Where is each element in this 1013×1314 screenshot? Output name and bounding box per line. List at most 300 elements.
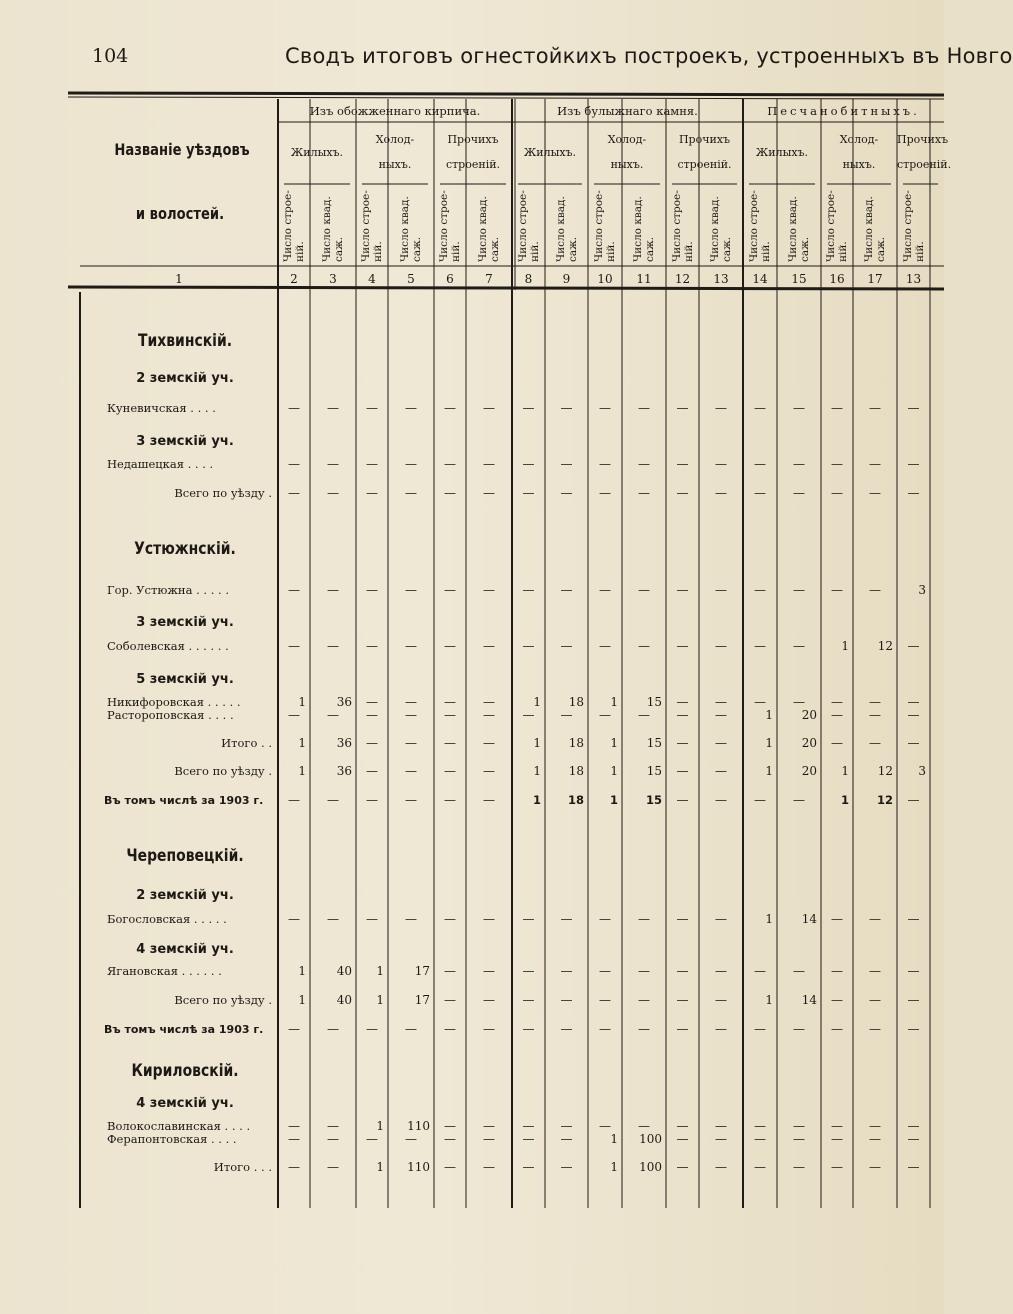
table-cell: — <box>676 764 689 778</box>
group-header: Изъ булыжнаго камня. <box>557 104 698 118</box>
table-cell: — <box>560 1132 573 1146</box>
top-rule-thin <box>68 97 944 99</box>
table-cell: — <box>522 583 535 597</box>
table-cell: — <box>907 708 920 722</box>
table-cell: 100 <box>639 1160 662 1174</box>
subheader-other: Прочихъ <box>678 133 731 146</box>
table-cell: — <box>366 736 378 750</box>
table-cell: — <box>715 401 727 415</box>
table-cell: — <box>483 639 495 653</box>
subheader-living: Жилыхъ. <box>523 146 577 159</box>
subheader-cold: Холод- <box>607 133 647 146</box>
table-cell: 1 <box>841 639 849 653</box>
table-cell: — <box>444 695 456 709</box>
column-label: Число квад. саж. <box>477 196 501 262</box>
table-cell: — <box>831 695 843 709</box>
total-label: Всего по уѣзду . <box>174 486 272 500</box>
table-cell: — <box>599 1022 611 1036</box>
table-cell: — <box>754 583 766 597</box>
table-cell: — <box>483 1160 495 1174</box>
table-cell: — <box>327 912 339 926</box>
table-cell: — <box>715 1119 727 1133</box>
table-cell: — <box>405 457 417 471</box>
table-cell: — <box>560 964 573 978</box>
volost-name: Соболевская . . . . . . <box>107 639 229 653</box>
table-cell: — <box>405 583 417 597</box>
table-cell: 12 <box>877 639 893 653</box>
table-cell: — <box>444 1119 456 1133</box>
table-cell: — <box>676 912 689 926</box>
column-label: Число строе-ній. <box>360 190 384 262</box>
table-cell: — <box>405 708 417 722</box>
table-cell: — <box>444 912 456 926</box>
table-cell: — <box>483 1022 495 1036</box>
table-cell: — <box>522 1119 535 1133</box>
table-cell: — <box>522 912 535 926</box>
table-cell: — <box>638 964 650 978</box>
table-cell: — <box>715 964 727 978</box>
table-cell: — <box>676 736 689 750</box>
table-cell: 20 <box>801 708 817 722</box>
table-cell: — <box>869 486 881 500</box>
table-cell: — <box>869 736 881 750</box>
volost-name: Недашецкая . . . . <box>107 457 214 471</box>
table-cell: 14 <box>801 912 817 926</box>
table-cell: — <box>638 1022 650 1036</box>
district-heading: 3 земскій уч. <box>136 434 234 449</box>
table-cell: — <box>676 639 689 653</box>
table-cell: — <box>483 401 495 415</box>
table-cell: — <box>444 964 456 978</box>
column-number: 2 <box>290 272 298 286</box>
table-cell: 1 <box>376 964 384 978</box>
table-cell: — <box>831 912 843 926</box>
column-label: Число квад. саж. <box>787 196 811 262</box>
group-header: Песчанобитныхъ. <box>767 104 920 118</box>
table-cell: 1 <box>610 736 618 750</box>
table-cell: — <box>676 1022 689 1036</box>
table-cell: 1 <box>532 793 541 807</box>
table-cell: — <box>560 993 573 1007</box>
column-number: 8 <box>524 272 533 286</box>
table-cell: — <box>327 401 339 415</box>
table-cell: 1 <box>841 764 849 778</box>
table-cell: — <box>638 993 650 1007</box>
table-cell: — <box>676 708 689 722</box>
table-cell: — <box>366 1132 378 1146</box>
table-cell: — <box>869 964 881 978</box>
column-number: 10 <box>597 272 613 286</box>
table-cell: — <box>715 764 727 778</box>
table-cell: — <box>793 583 805 597</box>
table-cell: — <box>405 695 417 709</box>
table-cell: — <box>405 912 417 926</box>
table-cell: — <box>793 1132 805 1146</box>
table-cell: 1 <box>765 993 773 1007</box>
table-cell: — <box>638 486 650 500</box>
table-cell: — <box>754 1119 766 1133</box>
column-label: Число строе-ній. <box>670 190 695 262</box>
table-cell: — <box>676 695 689 709</box>
column-number: 13 <box>713 272 729 286</box>
table-cell: — <box>599 401 611 415</box>
table-cell: — <box>831 1119 843 1133</box>
table-cell: — <box>288 793 300 807</box>
table-cell: — <box>907 1119 920 1133</box>
table-cell: 1 <box>298 993 306 1007</box>
table-cell: — <box>754 486 766 500</box>
table-cell: — <box>560 486 573 500</box>
table-cell: 1 <box>533 736 541 750</box>
table-cell: 1 <box>298 736 306 750</box>
table-cell: — <box>288 486 300 500</box>
table-cell: — <box>676 583 689 597</box>
table-cell: — <box>366 486 378 500</box>
table-cell: — <box>288 583 300 597</box>
table-cell: 1 <box>298 764 306 778</box>
subheader-cold: ныхъ. <box>610 158 644 171</box>
table-cell: 40 <box>336 993 352 1007</box>
table-cell: — <box>831 1132 843 1146</box>
table-cell: — <box>327 1119 339 1133</box>
table-cell: 1 <box>765 912 773 926</box>
table-cell: 12 <box>877 764 893 778</box>
table-cell: — <box>288 708 300 722</box>
table-cell: — <box>483 912 495 926</box>
table-cell: — <box>715 993 727 1007</box>
table-cell: — <box>907 457 920 471</box>
column-label: Число строе-ній. <box>516 190 541 262</box>
table-cell: 17 <box>414 964 430 978</box>
table-cell: — <box>483 695 495 709</box>
table-cell: — <box>793 457 805 471</box>
table-cell: 15 <box>646 736 662 750</box>
column-number: 6 <box>446 272 454 286</box>
table-cell: — <box>522 1132 535 1146</box>
table-cell: — <box>327 486 339 500</box>
table-cell: — <box>793 695 805 709</box>
including-label: Въ томъ числѣ за 1903 г. <box>104 1023 264 1036</box>
table-cell: — <box>288 1119 300 1133</box>
table-cell: — <box>793 964 805 978</box>
table-cell: — <box>327 1022 339 1036</box>
table-cell: — <box>715 1132 727 1146</box>
table-cell: — <box>831 1160 843 1174</box>
table-cell: — <box>288 912 300 926</box>
table-cell: 18 <box>568 695 584 709</box>
table-cell: — <box>676 1160 689 1174</box>
table-cell: — <box>483 583 495 597</box>
volost-name: Гор. Устюжна . . . . . <box>107 583 229 597</box>
table-cell: 36 <box>336 764 352 778</box>
table-cell: — <box>907 639 920 653</box>
county-heading: Устюжнскій. <box>134 539 236 559</box>
total-label: Всего по уѣзду . <box>174 764 272 778</box>
table-cell: — <box>599 639 611 653</box>
table-cell: — <box>715 695 727 709</box>
subheader-other: строеній. <box>445 158 501 171</box>
table-cell: 36 <box>336 695 352 709</box>
table-cell: — <box>715 457 727 471</box>
table-cell: 1 <box>376 1119 384 1133</box>
table-cell: — <box>444 1132 456 1146</box>
table-cell: — <box>366 457 378 471</box>
table-cell: — <box>327 457 339 471</box>
table-cell: — <box>676 457 689 471</box>
table-cell: — <box>522 993 535 1007</box>
table-cell: — <box>793 639 805 653</box>
table-cell: — <box>444 457 456 471</box>
table-cell: 1 <box>298 695 306 709</box>
table-cell: — <box>754 639 766 653</box>
table-cell: 36 <box>336 736 352 750</box>
table-cell: — <box>483 486 495 500</box>
total-label: Итого . . . <box>213 1160 272 1174</box>
table-cell: — <box>483 1132 495 1146</box>
table-cell: — <box>715 486 727 500</box>
table-cell: — <box>599 964 611 978</box>
table-cell: — <box>560 708 573 722</box>
table-cell: — <box>560 401 573 415</box>
page-title: Сводъ итоговъ огнестойкихъ построекъ, устроенныхъ въ Новго <box>285 44 1013 68</box>
table-cell: — <box>366 695 378 709</box>
subheader-cold: ныхъ. <box>378 158 412 171</box>
table-cell: — <box>676 964 689 978</box>
table-cell: — <box>907 736 920 750</box>
table-cell: — <box>560 912 573 926</box>
volost-name: Никифоровская . . . . . <box>107 695 241 709</box>
name-column-header: Названіе уѣздовъ <box>114 140 250 159</box>
table-cell: 1 <box>610 764 618 778</box>
table-cell: 12 <box>876 793 893 807</box>
column-number: 7 <box>485 272 493 286</box>
table-cell: — <box>599 993 611 1007</box>
table-cell: — <box>831 993 843 1007</box>
subheader-cold: Холод- <box>839 133 879 146</box>
table-cell: — <box>907 1132 920 1146</box>
table-cell: 18 <box>568 736 584 750</box>
table-cell: — <box>522 401 535 415</box>
table-cell: 1 <box>533 764 541 778</box>
table-cell: — <box>793 1022 805 1036</box>
table-cell: — <box>366 764 378 778</box>
table-cell: — <box>831 583 843 597</box>
column-label: Число квад. саж. <box>632 196 656 262</box>
table-cell: — <box>444 708 456 722</box>
table-cell: — <box>444 764 456 778</box>
table-cell: — <box>831 457 843 471</box>
table-cell: — <box>366 639 378 653</box>
table-cell: — <box>869 583 881 597</box>
table-cell: — <box>869 695 881 709</box>
table-cell: 1 <box>610 1132 618 1146</box>
table-cell: — <box>483 457 495 471</box>
table-cell: — <box>599 486 611 500</box>
table-cell: — <box>793 401 805 415</box>
table-cell: — <box>869 1160 881 1174</box>
table-cell: — <box>869 457 881 471</box>
table-cell: — <box>599 1119 611 1133</box>
table-cell: — <box>405 764 417 778</box>
column-label: Число строе-ній. <box>748 190 772 262</box>
volost-name: Растороповская . . . . <box>107 708 234 722</box>
column-number: 1 <box>175 272 183 286</box>
column-label: Число квад. саж. <box>863 196 887 262</box>
table-cell: — <box>754 457 766 471</box>
county-heading: Череповецкій. <box>126 846 244 866</box>
table-cell: 3 <box>918 764 926 778</box>
table-cell: — <box>907 793 920 807</box>
table-cell: — <box>793 1119 805 1133</box>
table-cell: 40 <box>336 964 352 978</box>
table-cell: — <box>869 1132 881 1146</box>
table-cell: — <box>405 736 417 750</box>
table-cell: — <box>638 401 650 415</box>
table-cell: — <box>327 583 339 597</box>
table-cell: — <box>483 1119 495 1133</box>
table-cell: — <box>754 793 766 807</box>
table-cell: — <box>638 639 650 653</box>
table-cell: — <box>366 708 378 722</box>
table-cell: — <box>522 639 535 653</box>
table-cell: — <box>366 1022 378 1036</box>
table-cell: — <box>638 708 650 722</box>
top-rule <box>68 93 944 95</box>
table-cell: — <box>444 1160 456 1174</box>
table-cell: — <box>599 708 611 722</box>
table-cell: — <box>754 1132 766 1146</box>
table-cell: — <box>327 708 339 722</box>
table-cell: — <box>831 736 843 750</box>
column-label: Число строе-ній. <box>438 190 462 262</box>
table-cell: — <box>715 736 727 750</box>
table-cell: — <box>638 583 650 597</box>
table-cell: — <box>405 793 417 807</box>
table-cell: 1 <box>840 793 849 807</box>
subheader-living: Жилыхъ. <box>755 146 809 159</box>
table-cell: — <box>522 708 535 722</box>
table-cell: — <box>560 583 573 597</box>
column-label: Число строе-ній. <box>282 190 306 262</box>
table-cell: 20 <box>801 764 817 778</box>
table-cell: 100 <box>639 1132 662 1146</box>
table-cell: — <box>522 964 535 978</box>
table-cell: — <box>907 912 920 926</box>
district-heading: 2 земскій уч. <box>136 888 234 903</box>
county-heading: Кириловскій. <box>131 1061 239 1081</box>
volost-name: Богословская . . . . . <box>107 912 227 926</box>
column-label: Число строе-ній. <box>901 190 926 262</box>
table-cell: — <box>483 736 495 750</box>
table-cell: — <box>405 401 417 415</box>
table-cell: 3 <box>918 583 926 597</box>
column-number: 17 <box>867 272 883 286</box>
table-cell: — <box>754 1022 766 1036</box>
table-cell: — <box>327 793 339 807</box>
column-number: 4 <box>368 272 376 286</box>
table-cell: 1 <box>610 1160 618 1174</box>
table-cell: — <box>793 793 805 807</box>
column-number: 12 <box>674 272 691 286</box>
table-cell: — <box>907 486 920 500</box>
table-cell: — <box>754 401 766 415</box>
table-cell: — <box>831 486 843 500</box>
table-cell: — <box>560 1119 573 1133</box>
table-cell: — <box>676 486 689 500</box>
table-cell: — <box>405 486 417 500</box>
table-cell: — <box>444 401 456 415</box>
subheader-cold: Холод- <box>375 133 415 146</box>
table-cell: — <box>288 1160 300 1174</box>
subheader-other: Прочихъ <box>447 133 499 146</box>
district-heading: 2 земскій уч. <box>136 371 234 386</box>
page-number: 104 <box>92 45 129 67</box>
table-cell: — <box>483 764 495 778</box>
table-cell: — <box>483 708 495 722</box>
table-cell: 1 <box>609 793 618 807</box>
table-cell: 1 <box>765 764 773 778</box>
table-cell: — <box>327 1132 339 1146</box>
table-cell: — <box>288 639 300 653</box>
column-label: Число строе-ній. <box>593 190 617 262</box>
table-cell: 1 <box>376 1160 384 1174</box>
table-cell: 110 <box>407 1119 430 1133</box>
table-cell: — <box>869 912 881 926</box>
table-cell: — <box>676 793 689 807</box>
column-number: 3 <box>329 272 337 286</box>
table-cell: — <box>676 993 689 1007</box>
subheader-living: Жилыхъ. <box>290 146 344 159</box>
table-cell: — <box>599 457 611 471</box>
table-cell: 15 <box>646 695 662 709</box>
table-cell: — <box>715 912 727 926</box>
table-cell: 1 <box>533 695 541 709</box>
table-cell: 1 <box>298 964 306 978</box>
including-label: Въ томъ числѣ за 1903 г. <box>104 794 264 807</box>
table-cell: — <box>907 1022 920 1036</box>
table-cell: — <box>366 793 378 807</box>
table-cell: — <box>444 993 456 1007</box>
table-cell: — <box>793 1160 805 1174</box>
table-cell: — <box>676 401 689 415</box>
table-cell: — <box>483 793 495 807</box>
table-cell: — <box>599 912 611 926</box>
table-cell: — <box>366 583 378 597</box>
table-cell: — <box>560 1022 573 1036</box>
district-heading: 3 земскій уч. <box>136 615 234 630</box>
table-cell: — <box>754 1160 766 1174</box>
table-cell: — <box>444 793 456 807</box>
column-label: Число строе-ній. <box>825 190 849 262</box>
table-cell: 15 <box>645 793 662 807</box>
table-cell: — <box>405 1132 417 1146</box>
table-cell: — <box>715 583 727 597</box>
table-cell: — <box>288 1022 300 1036</box>
table-cell: 14 <box>801 993 817 1007</box>
table-cell: — <box>483 993 495 1007</box>
table-cell: — <box>444 639 456 653</box>
table-cell: 17 <box>414 993 430 1007</box>
table-cell: — <box>444 736 456 750</box>
table-cell: — <box>831 1022 843 1036</box>
volost-name: Ягановская . . . . . . <box>107 964 222 978</box>
table-cell: — <box>676 1119 689 1133</box>
table-cell: 18 <box>567 793 584 807</box>
table-cell: — <box>793 486 805 500</box>
table-cell: — <box>907 964 920 978</box>
subheader-other: Прочихъ <box>897 133 949 146</box>
table-cell: — <box>560 639 573 653</box>
